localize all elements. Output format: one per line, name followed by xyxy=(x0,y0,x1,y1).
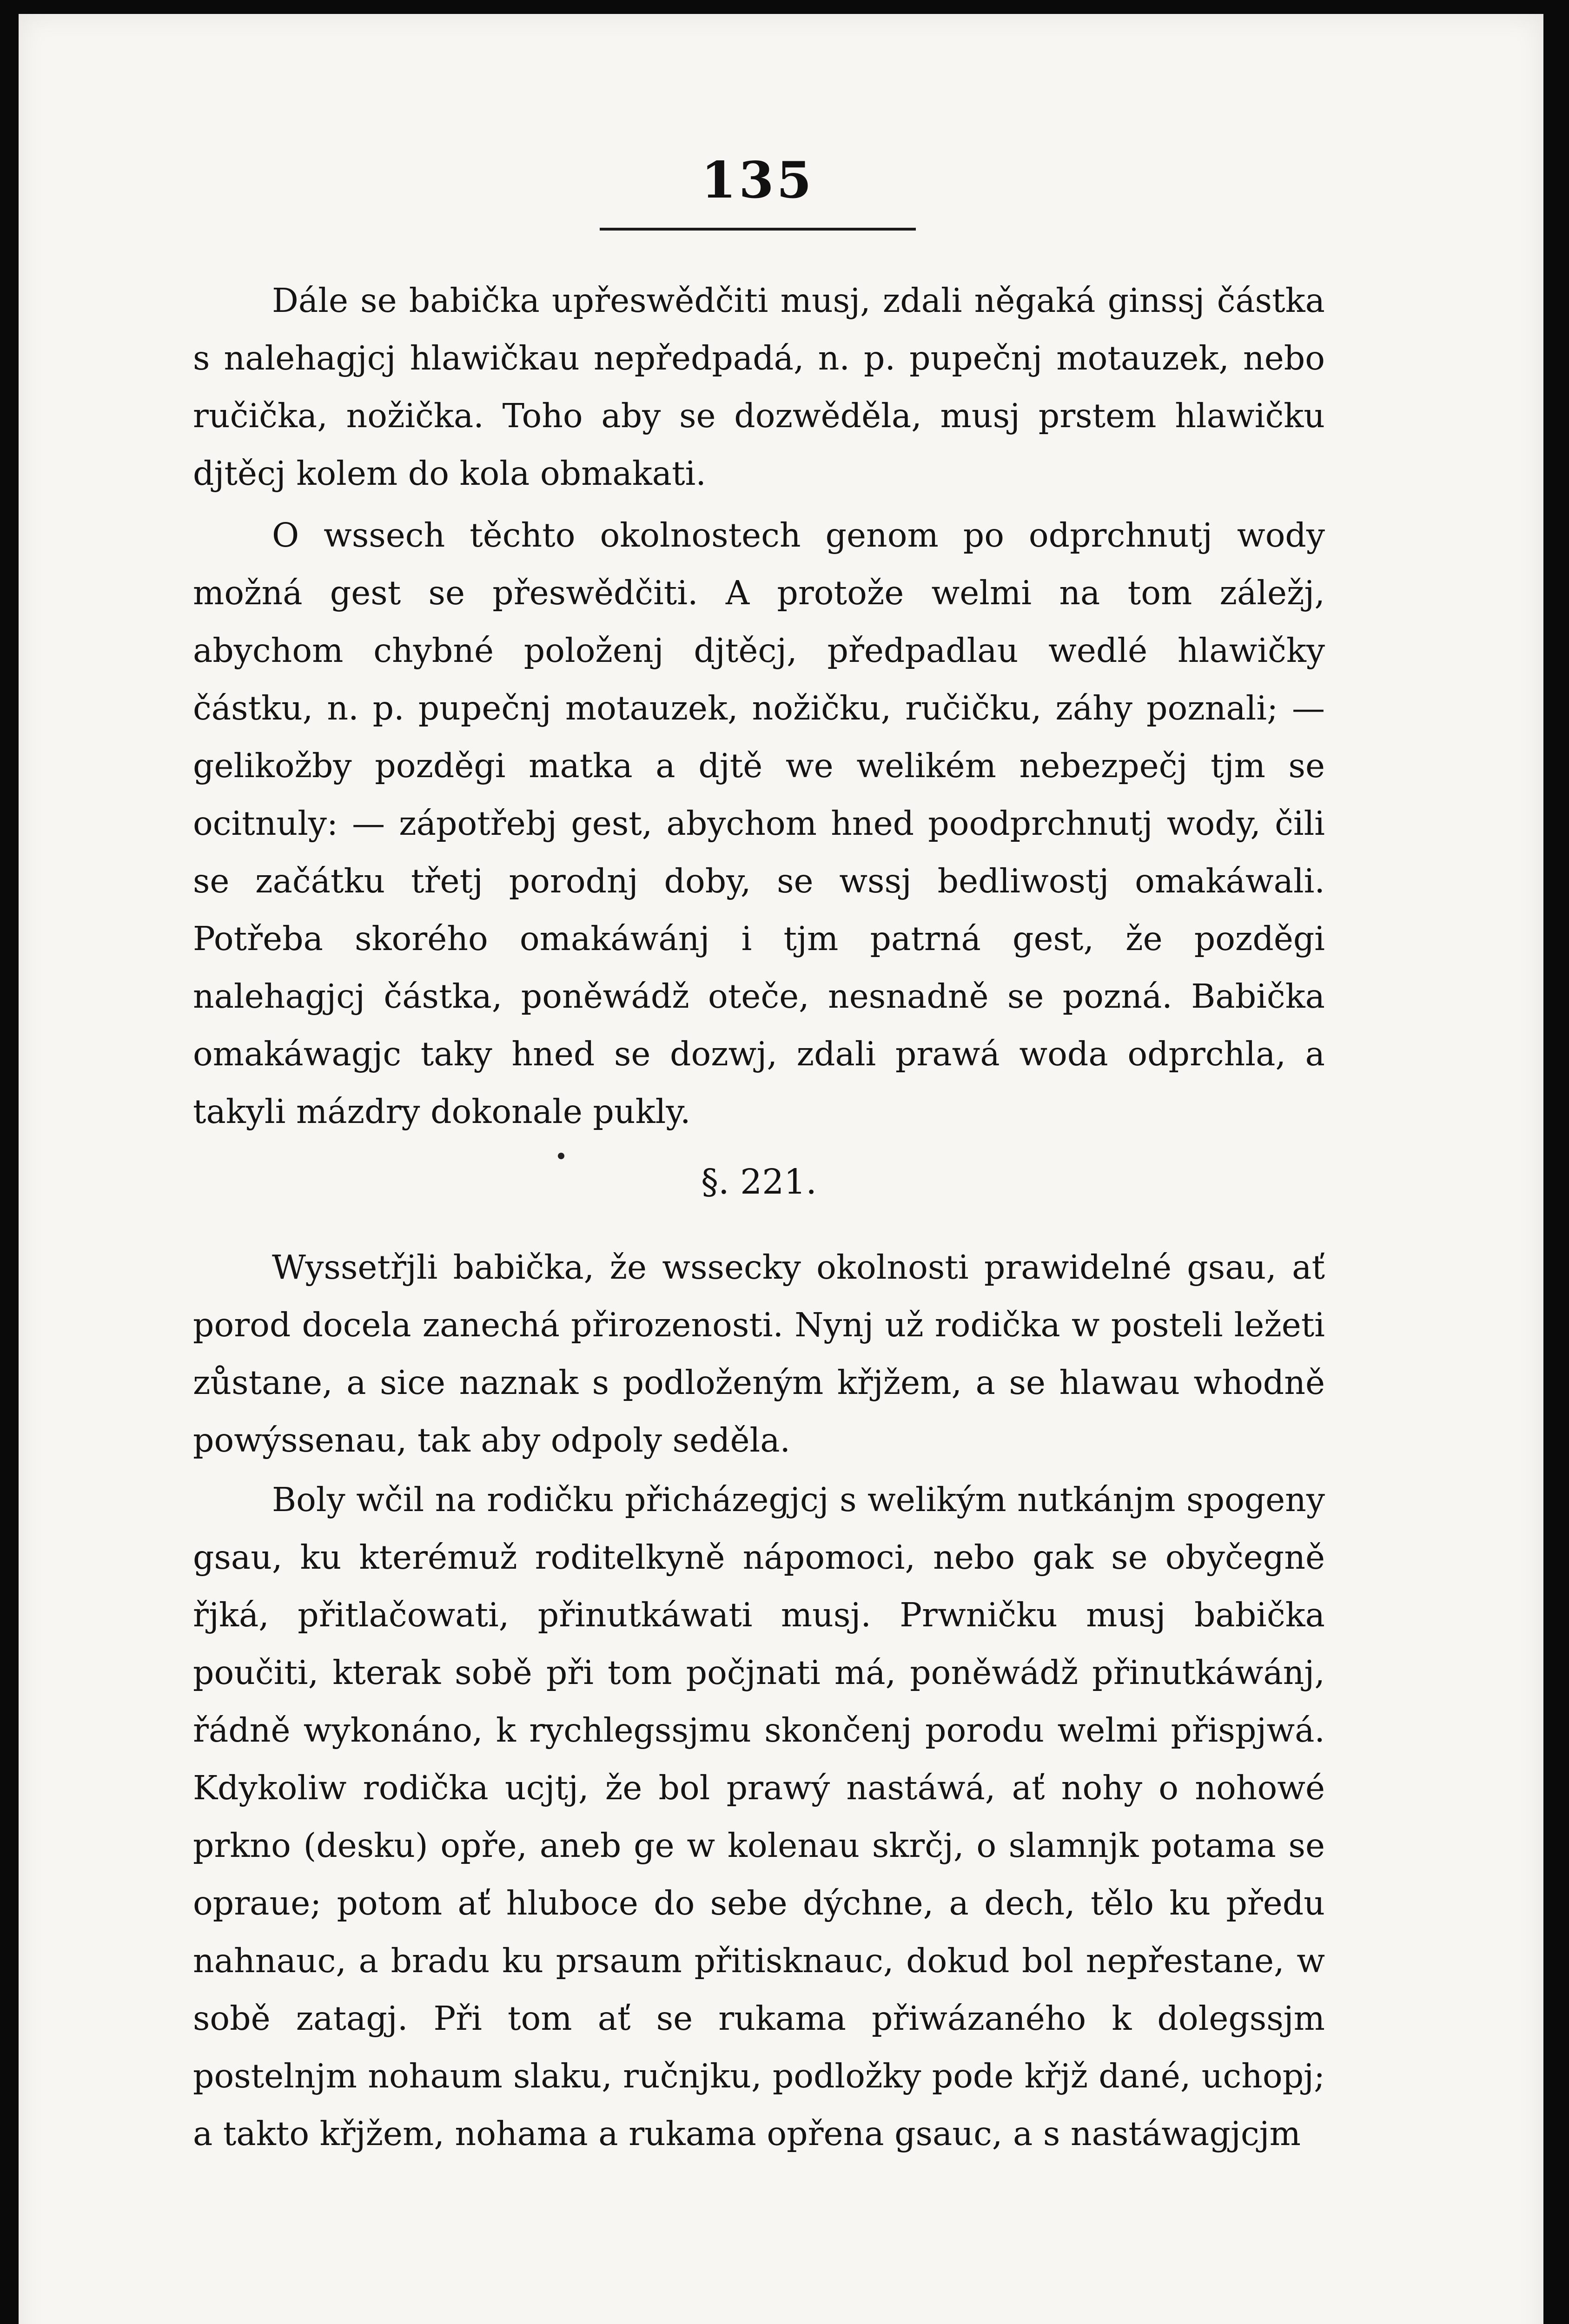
paragraph-2: O wssech těchto okolnostech genom po odprchnutj wody možná gest se přeswědčiti. A protože welmi na tom záležj, abychom chybné položenj djtěcj, předpadlau wedlé hlawičky částku, n. p. pupečnj motauzek, nožičku, ručičku, záhy poznali; — gelikožby pozděgi matka a djtě we welikém nebezpečj tjm se ocitnuly: — zápotřebj gest, abychom hned poodprchnutj wody, čili se začátku třetj porodnj doby, se wssj bedliwostj omakáwali. Potřeba skorého omakáwánj i tjm patrná gest, že pozděgi nalehagjcj částka, poněwádž oteče, nesnadně se pozná. Babička omakáwagjc taky hned se dozwj, zdali prawá woda odprchla, a takyli mázdry dokonale pukly. xyxy=(193,516,1325,1131)
paragraph-3: Wyssetřjli babička, že wssecky okolnosti prawidelné gsau, ať porod docela zanechá přirozenosti. Nynj už rodička w posteli ležeti zůstane, a sice naznak s podloženým křjžem, a se hlawau whodně powýssenau, tak aby odpoly seděla. xyxy=(193,1248,1325,1459)
page-number: 135 xyxy=(701,151,814,210)
paragraph-1: Dále se babička upřeswědčiti musj, zdali něgaká ginssj částka s nalehagjcj hlawičkau nepředpadá, n. p. pupečnj motauzek, nebo ručička, nožička. Toho aby se dozwěděla, musj prstem hlawičku djtěcj kolem do kola obmakati. xyxy=(193,281,1325,493)
paragraph-4: Boly wčil na rodičku přicházegjcj s welikým nutkánjm spogeny gsau, ku kterémuž roditelkyně nápomoci, nebo gak se obyčegně řjká, přitlačowati, přinutkáwati musj. Prwničku musj babička poučiti, kterak sobě při tom počjnati má, poněwádž přinutkáwánj, řádně wykonáno, k rychlegssjmu skončenj porodu welmi přispjwá. Kdykoliw rodička ucjtj, že bol prawý nastáwá, ať nohy o nohowé prkno (desku) opře, aneb ge w kolenau skrčj, o slamnjk potama se opraue; potom ať hluboce do sebe dýchne, a dech, tělo ku předu nahnauc, a bradu ku prsaum přitisknauc, dokud bol nepřestane, w sobě zatagj. Při tom ať se rukama přiwázaného k dolegssjm postelnjm nohaum slaku, ručnjku, podložky pode křjž dané, uchopj; a takto křjžem, nohama a rukama opřena gsauc, a s nastáwagjcjm xyxy=(193,1480,1325,2153)
ornament-dot xyxy=(558,1153,564,1159)
section-heading: §. 221. xyxy=(701,1162,817,1202)
header-rule xyxy=(600,228,916,231)
